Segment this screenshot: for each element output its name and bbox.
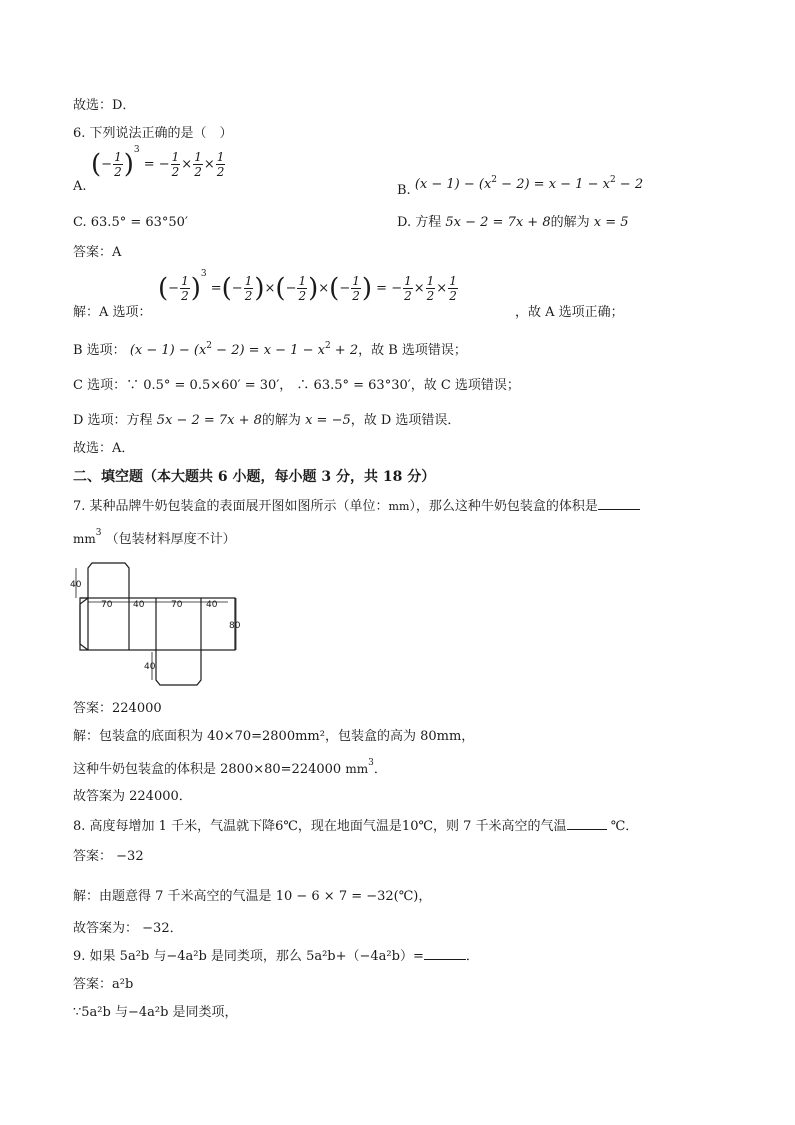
q8-ground: 10℃ (401, 819, 434, 834)
q6-option-a-expr: (− $\frac{1}{2}$ )$^3$ = − $\frac{1}{2}$ × $\frac{1}{2}$ × $\frac{1}{2}$ (91, 145, 225, 180)
q6-sol-d-sol: x = −5 (305, 413, 351, 428)
section-2-title: 二、填空题（本大题共 6 小题，每小题 3 分，共 18 分） (73, 469, 436, 485)
q6-solution-d (73, 412, 460, 430)
q6-sol-b-expr: $(x - 1) - (x^2 - 2) = x - 1 - x^2 + 2$ (129, 341, 359, 358)
q7-sol2-text: 这种牛奶包装盒的体积是 2800×80=224000 (73, 762, 342, 777)
q6-option-a-label: A. (73, 179, 87, 194)
q8-answer-prefix: 答案： (73, 849, 113, 864)
q8-stem (73, 818, 638, 836)
q8-sol-prefix: 解：由题意得 7 千米高空的气温是 (73, 889, 272, 904)
q5-conclusion: 故选：D． (73, 98, 136, 113)
q6-stem: 6. 下列说法正确的是（ ） (73, 126, 233, 141)
q6-option-c-label: C. (73, 215, 87, 230)
q6-option-b-label: B. (397, 183, 411, 198)
q7-sol2-unit: mm (345, 762, 369, 776)
q9-stem-text: 9. 如果 5a²b 与−4a²b 是同类项，那么 5a²b+（−4a²b）= (73, 949, 424, 964)
q6-option-c (73, 214, 188, 232)
dim-label: 70 (171, 600, 183, 610)
q6-sol-b-suffix: ，故 B 选项错误； (358, 343, 467, 358)
q9-stem-end: ． (465, 949, 479, 964)
q8-drop: 6℃ (275, 819, 298, 834)
q6-sol-b-prefix: B 选项： (73, 343, 126, 358)
q6-sol-c-prefix: C 选项： (73, 378, 127, 393)
q9-solution-1: ∵5a²b 与−4a²b 是同类项， (73, 1005, 238, 1020)
q6-option-d-eq: 5x − 2 = 7x + 8 (445, 215, 551, 230)
q6-solution-b (73, 342, 467, 361)
q7-stem (73, 498, 640, 516)
q6-option-a (73, 145, 225, 196)
q7-solution-1: 解：包装盒的底面积为 40×70=2800mm²，包装盒的高为 80mm， (73, 729, 475, 744)
q8-conclusion (73, 920, 183, 938)
q6-option-d-label: D. 方程 (397, 215, 442, 230)
q8-solution (73, 888, 431, 906)
q7-answer: 答案：224000 (73, 701, 162, 716)
q6-solution-c: C 选项：∵ 0.5° = 0.5×60′ = 30′， ∴ 63.5° = 63°30′，故 C 选项错误； (73, 378, 520, 393)
q9-stem (73, 948, 479, 966)
q7-conclusion: 故答案为 224000． (73, 789, 192, 804)
dim-label: 40 (70, 580, 82, 590)
q8-conclusion-suffix: ． (169, 921, 183, 936)
q7-stem-text: 7. 某种品牌牛奶包装盒的表面展开图如图所示（单位： (73, 499, 389, 514)
q8-unit: ℃． (610, 819, 639, 834)
q8-conclusion-value: −32 (142, 921, 170, 936)
q7-answer-blank (598, 509, 640, 510)
q6-sol-d-suffix: ，故 D 选项错误． (350, 413, 461, 428)
q6-option-b-expr: $(x - 1) - (x^2 - 2) = x - 1 - x^2 - 2$ (414, 175, 644, 192)
q6-sol-d-prefix: D 选项：方程 (73, 413, 153, 428)
q8-answer-value: −32 (116, 849, 144, 864)
q6-sol-a-suffix: ，故 A 选项正确； (515, 305, 624, 320)
q6-sol-d-mid: 的解为 (261, 413, 301, 428)
q9-answer: 答案：a²b (73, 977, 134, 992)
q8-conclusion-prefix: 故答案为： (73, 921, 139, 936)
q7-solution-2: 这种牛奶包装盒的体积是 2800×80=224000 $mm^3$． (73, 758, 387, 777)
q6-option-d-mid: 的解为 (550, 215, 590, 230)
q8-stem-c: ，则 7 千米高空的气温 (433, 819, 567, 834)
q8-sol-suffix: ， (418, 889, 432, 904)
dim-label: 40 (144, 662, 156, 672)
dim-label: 40 (206, 600, 218, 610)
q7-unit2: mm (73, 532, 96, 546)
q7-note: （包装材料厚度不计） (105, 532, 236, 547)
q6-sol-c-expr1: ∵ 0.5° = 0.5×60′ = 30′ (126, 378, 280, 393)
q8-stem-a: 8. 高度每增加 1 千米，气温就下降 (73, 819, 276, 834)
q6-sol-c-expr2: ∴ 63.5° = 63°30′ (296, 378, 411, 393)
q8-stem-b: ，现在地面气温是 (297, 819, 402, 834)
q6-conclusion: 故选：A． (73, 441, 135, 456)
q6-option-b (397, 175, 644, 198)
q6-sol-a-expr: (− $\frac{1}{2}$ )$^3$ =(− $\frac{1}{2}$ )×(− $\frac{1}{2}$ )×(− $\frac{1}{2}$ ) = − $\frac{1}{2}$ × $\frac{1}{2}$ × $\frac{1}{2}$ (158, 269, 457, 304)
q6-solution-a (73, 269, 624, 322)
q6-option-d (397, 214, 629, 232)
q8-answer-blank (567, 829, 607, 830)
dim-label: 40 (133, 600, 145, 610)
dim-label: 80 (229, 621, 241, 631)
q7-stem-line2: $mm^3$ （包装材料厚度不计） (73, 528, 236, 547)
q6-sol-c-suffix: ，故 C 选项错误； (410, 378, 520, 393)
q6-answer: 答案：A (73, 245, 122, 260)
q6-sol-a-prefix: 解：A 选项： (73, 305, 152, 320)
q8-answer (73, 848, 144, 866)
q6-option-d-sol: x = 5 (593, 215, 629, 230)
q9-answer-blank (424, 959, 466, 960)
q7-stem-end: ），那么这种牛奶包装盒的体积是 (409, 499, 598, 514)
dim-label: 70 (101, 600, 113, 610)
q7-box-net-diagram (70, 560, 250, 690)
q6-option-c-expr: 63.5° = 63°50′ (90, 215, 188, 230)
q6-sol-d-eq: 5x − 2 = 7x + 8 (156, 413, 262, 428)
q7-unit: mm (388, 500, 410, 513)
q8-sol-expr: 10 − 6 × 7 = −32(℃) (275, 889, 419, 904)
